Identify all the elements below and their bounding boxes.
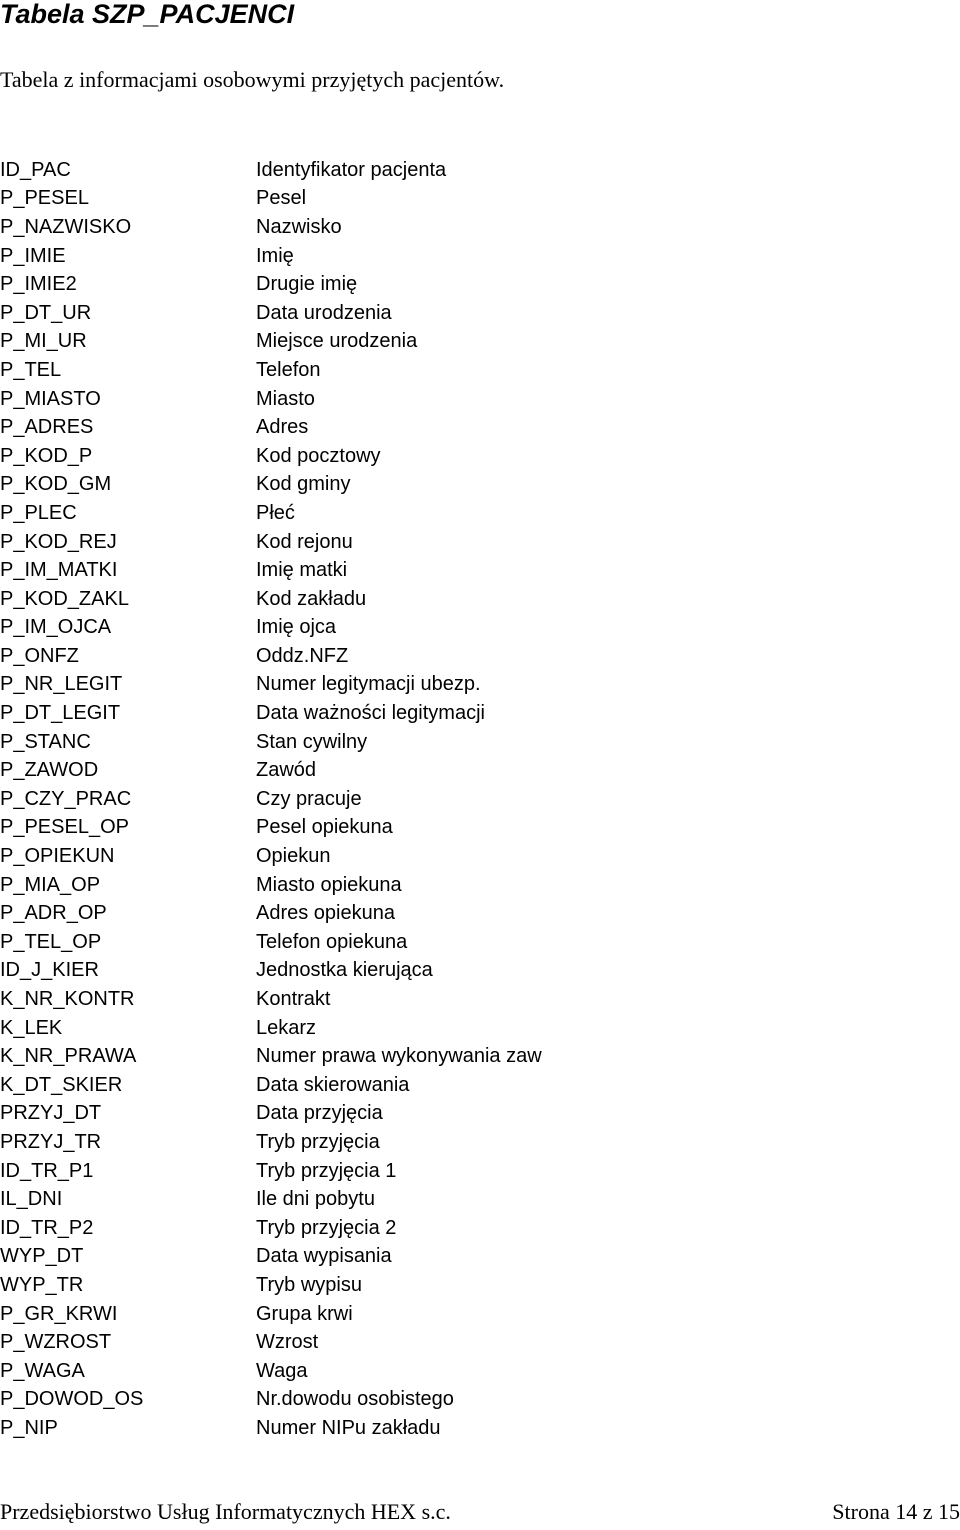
field-row bbox=[0, 1214, 960, 1243]
field-description: Nazwisko bbox=[256, 215, 342, 238]
field-row bbox=[0, 1185, 960, 1214]
field-code: P_KOD_ZAKL bbox=[0, 587, 129, 610]
field-row bbox=[0, 556, 960, 585]
field-description: Data urodzenia bbox=[256, 301, 392, 324]
field-code: P_DT_LEGIT bbox=[0, 702, 121, 725]
field-row bbox=[0, 1128, 960, 1157]
field-code: K_DT_SKIER bbox=[0, 1073, 123, 1096]
field-description: Drugie imię bbox=[256, 273, 358, 296]
field-description: Adres bbox=[256, 416, 309, 439]
field-description: Ile dni pobytu bbox=[256, 1188, 375, 1211]
field-code: ID_J_KIER bbox=[0, 959, 99, 982]
field-description: Lekarz bbox=[256, 1016, 317, 1039]
field-row bbox=[0, 928, 960, 957]
field-code: P_ZAWOD bbox=[0, 759, 99, 782]
footer-company: Przedsiębiorstwo Usług Informatycznych HEX s.c. bbox=[0, 1499, 451, 1524]
field-code: P_ADR_OP bbox=[0, 902, 107, 925]
field-code: IL_DNI bbox=[0, 1188, 63, 1211]
field-description: Data ważności legitymacji bbox=[256, 702, 485, 725]
field-row bbox=[0, 842, 960, 871]
field-description: Numer prawa wykonywania zaw bbox=[256, 1045, 542, 1068]
field-row bbox=[0, 642, 960, 671]
field-row bbox=[0, 728, 960, 757]
field-row bbox=[0, 1271, 960, 1300]
page-footer bbox=[0, 1494, 960, 1530]
field-row bbox=[0, 499, 960, 528]
field-description: Data wypisania bbox=[256, 1245, 392, 1268]
field-row bbox=[0, 671, 960, 700]
field-description: Imię ojca bbox=[256, 616, 337, 639]
field-row bbox=[0, 1014, 960, 1043]
field-row bbox=[0, 156, 960, 185]
field-description: Oddz.NFZ bbox=[256, 644, 349, 667]
field-code: P_IMIE2 bbox=[0, 273, 77, 296]
field-code: P_TEL_OP bbox=[0, 930, 102, 953]
field-code: P_MIASTO bbox=[0, 387, 101, 410]
field-row bbox=[0, 442, 960, 471]
field-row bbox=[0, 899, 960, 928]
field-description: Pesel opiekuna bbox=[256, 816, 393, 839]
field-description: Płeć bbox=[256, 501, 295, 524]
field-row bbox=[0, 585, 960, 614]
field-row bbox=[0, 814, 960, 843]
field-code: P_NR_LEGIT bbox=[0, 673, 123, 696]
field-description: Tryb przyjęcia bbox=[256, 1130, 380, 1153]
page-title: Tabela SZP_PACJENCI bbox=[0, 0, 295, 29]
field-description: Opiekun bbox=[256, 845, 331, 868]
field-row bbox=[0, 1042, 960, 1071]
field-description: Adres opiekuna bbox=[256, 902, 395, 925]
field-code: P_MIA_OP bbox=[0, 873, 101, 896]
field-description: Numer NIPu zakładu bbox=[256, 1416, 441, 1439]
field-description: Pesel bbox=[256, 187, 307, 210]
field-row bbox=[0, 871, 960, 900]
field-description: Imię bbox=[256, 244, 294, 267]
field-description: Czy pracuje bbox=[256, 787, 362, 810]
field-code: P_DT_UR bbox=[0, 301, 92, 324]
field-list bbox=[0, 156, 960, 1443]
field-code: P_KOD_REJ bbox=[0, 530, 117, 553]
field-row bbox=[0, 213, 960, 242]
field-description: Jednostka kierująca bbox=[256, 959, 433, 982]
field-code: P_STANC bbox=[0, 730, 91, 753]
field-description: Nr.dowodu osobistego bbox=[256, 1388, 454, 1411]
field-code: ID_PAC bbox=[0, 158, 71, 181]
field-code: P_NIP bbox=[0, 1416, 58, 1439]
field-code: ID_TR_P2 bbox=[0, 1216, 94, 1239]
field-code: K_NR_PRAWA bbox=[0, 1045, 137, 1068]
field-row bbox=[0, 242, 960, 271]
field-code: P_IM_MATKI bbox=[0, 559, 118, 582]
field-row bbox=[0, 1414, 960, 1443]
field-row bbox=[0, 1300, 960, 1329]
field-description: Zawód bbox=[256, 759, 317, 782]
field-code: P_IMIE bbox=[0, 244, 66, 267]
field-code: K_LEK bbox=[0, 1016, 63, 1039]
field-description: Kontrakt bbox=[256, 988, 331, 1011]
field-code: K_NR_KONTR bbox=[0, 988, 135, 1011]
field-row bbox=[0, 185, 960, 214]
field-code: P_MI_UR bbox=[0, 330, 87, 353]
field-description: Kod pocztowy bbox=[256, 444, 381, 467]
field-description: Miejsce urodzenia bbox=[256, 330, 418, 353]
field-code: WYP_TR bbox=[0, 1273, 84, 1296]
field-code: P_OPIEKUN bbox=[0, 845, 115, 868]
field-row bbox=[0, 1071, 960, 1100]
field-description: Telefon bbox=[256, 358, 321, 381]
field-row bbox=[0, 1100, 960, 1129]
field-description: Waga bbox=[256, 1359, 308, 1382]
field-row bbox=[0, 1386, 960, 1415]
field-row bbox=[0, 1157, 960, 1186]
field-description: Wzrost bbox=[256, 1331, 319, 1354]
field-code: P_TEL bbox=[0, 358, 62, 381]
field-description: Tryb przyjęcia 1 bbox=[256, 1159, 397, 1182]
field-description: Numer legitymacji ubezp. bbox=[256, 673, 481, 696]
page-subtitle: Tabela z informacjami osobowymi przyjętych pacjentów. bbox=[0, 67, 505, 92]
field-code: P_IM_OJCA bbox=[0, 616, 112, 639]
field-row bbox=[0, 785, 960, 814]
field-code: P_NAZWISKO bbox=[0, 215, 132, 238]
field-row bbox=[0, 270, 960, 299]
field-code: P_WZROST bbox=[0, 1331, 112, 1354]
field-row bbox=[0, 1357, 960, 1386]
field-description: Data skierowania bbox=[256, 1073, 410, 1096]
field-code: P_WAGA bbox=[0, 1359, 85, 1382]
field-row bbox=[0, 471, 960, 500]
field-row bbox=[0, 985, 960, 1014]
field-description: Tryb przyjęcia 2 bbox=[256, 1216, 397, 1239]
field-description: Kod zakładu bbox=[256, 587, 367, 610]
field-code: P_ADRES bbox=[0, 416, 94, 439]
field-row bbox=[0, 299, 960, 328]
field-description: Data przyjęcia bbox=[256, 1102, 383, 1125]
field-row bbox=[0, 356, 960, 385]
field-description: Imię matki bbox=[256, 559, 348, 582]
field-row bbox=[0, 957, 960, 986]
field-code: WYP_DT bbox=[0, 1245, 84, 1268]
field-code: P_PESEL bbox=[0, 187, 89, 210]
field-description: Identyfikator pacjenta bbox=[256, 158, 447, 181]
field-code: P_GR_KRWI bbox=[0, 1302, 118, 1325]
field-code: P_KOD_GM bbox=[0, 473, 112, 496]
field-description: Grupa krwi bbox=[256, 1302, 353, 1325]
field-code: P_KOD_P bbox=[0, 444, 93, 467]
field-description: Tryb wypisu bbox=[256, 1273, 362, 1296]
field-row bbox=[0, 699, 960, 728]
field-description: Telefon opiekuna bbox=[256, 930, 408, 953]
field-description: Miasto bbox=[256, 387, 315, 410]
field-description: Stan cywilny bbox=[256, 730, 368, 753]
field-code: P_PESEL_OP bbox=[0, 816, 129, 839]
field-row bbox=[0, 528, 960, 557]
field-row bbox=[0, 413, 960, 442]
field-row bbox=[0, 614, 960, 643]
field-row bbox=[0, 328, 960, 357]
field-code: P_PLEC bbox=[0, 501, 77, 524]
field-description: Kod gminy bbox=[256, 473, 351, 496]
field-description: Miasto opiekuna bbox=[256, 873, 402, 896]
field-row bbox=[0, 1243, 960, 1272]
field-row bbox=[0, 385, 960, 414]
field-row bbox=[0, 756, 960, 785]
field-code: PRZYJ_DT bbox=[0, 1102, 102, 1125]
field-code: ID_TR_P1 bbox=[0, 1159, 94, 1182]
page-number: Strona 14 z 15 bbox=[832, 1499, 960, 1524]
field-row bbox=[0, 1328, 960, 1357]
field-code: P_ONFZ bbox=[0, 644, 79, 667]
field-description: Kod rejonu bbox=[256, 530, 353, 553]
field-code: P_CZY_PRAC bbox=[0, 787, 132, 810]
field-code: PRZYJ_TR bbox=[0, 1130, 102, 1153]
field-code: P_DOWOD_OS bbox=[0, 1388, 144, 1411]
